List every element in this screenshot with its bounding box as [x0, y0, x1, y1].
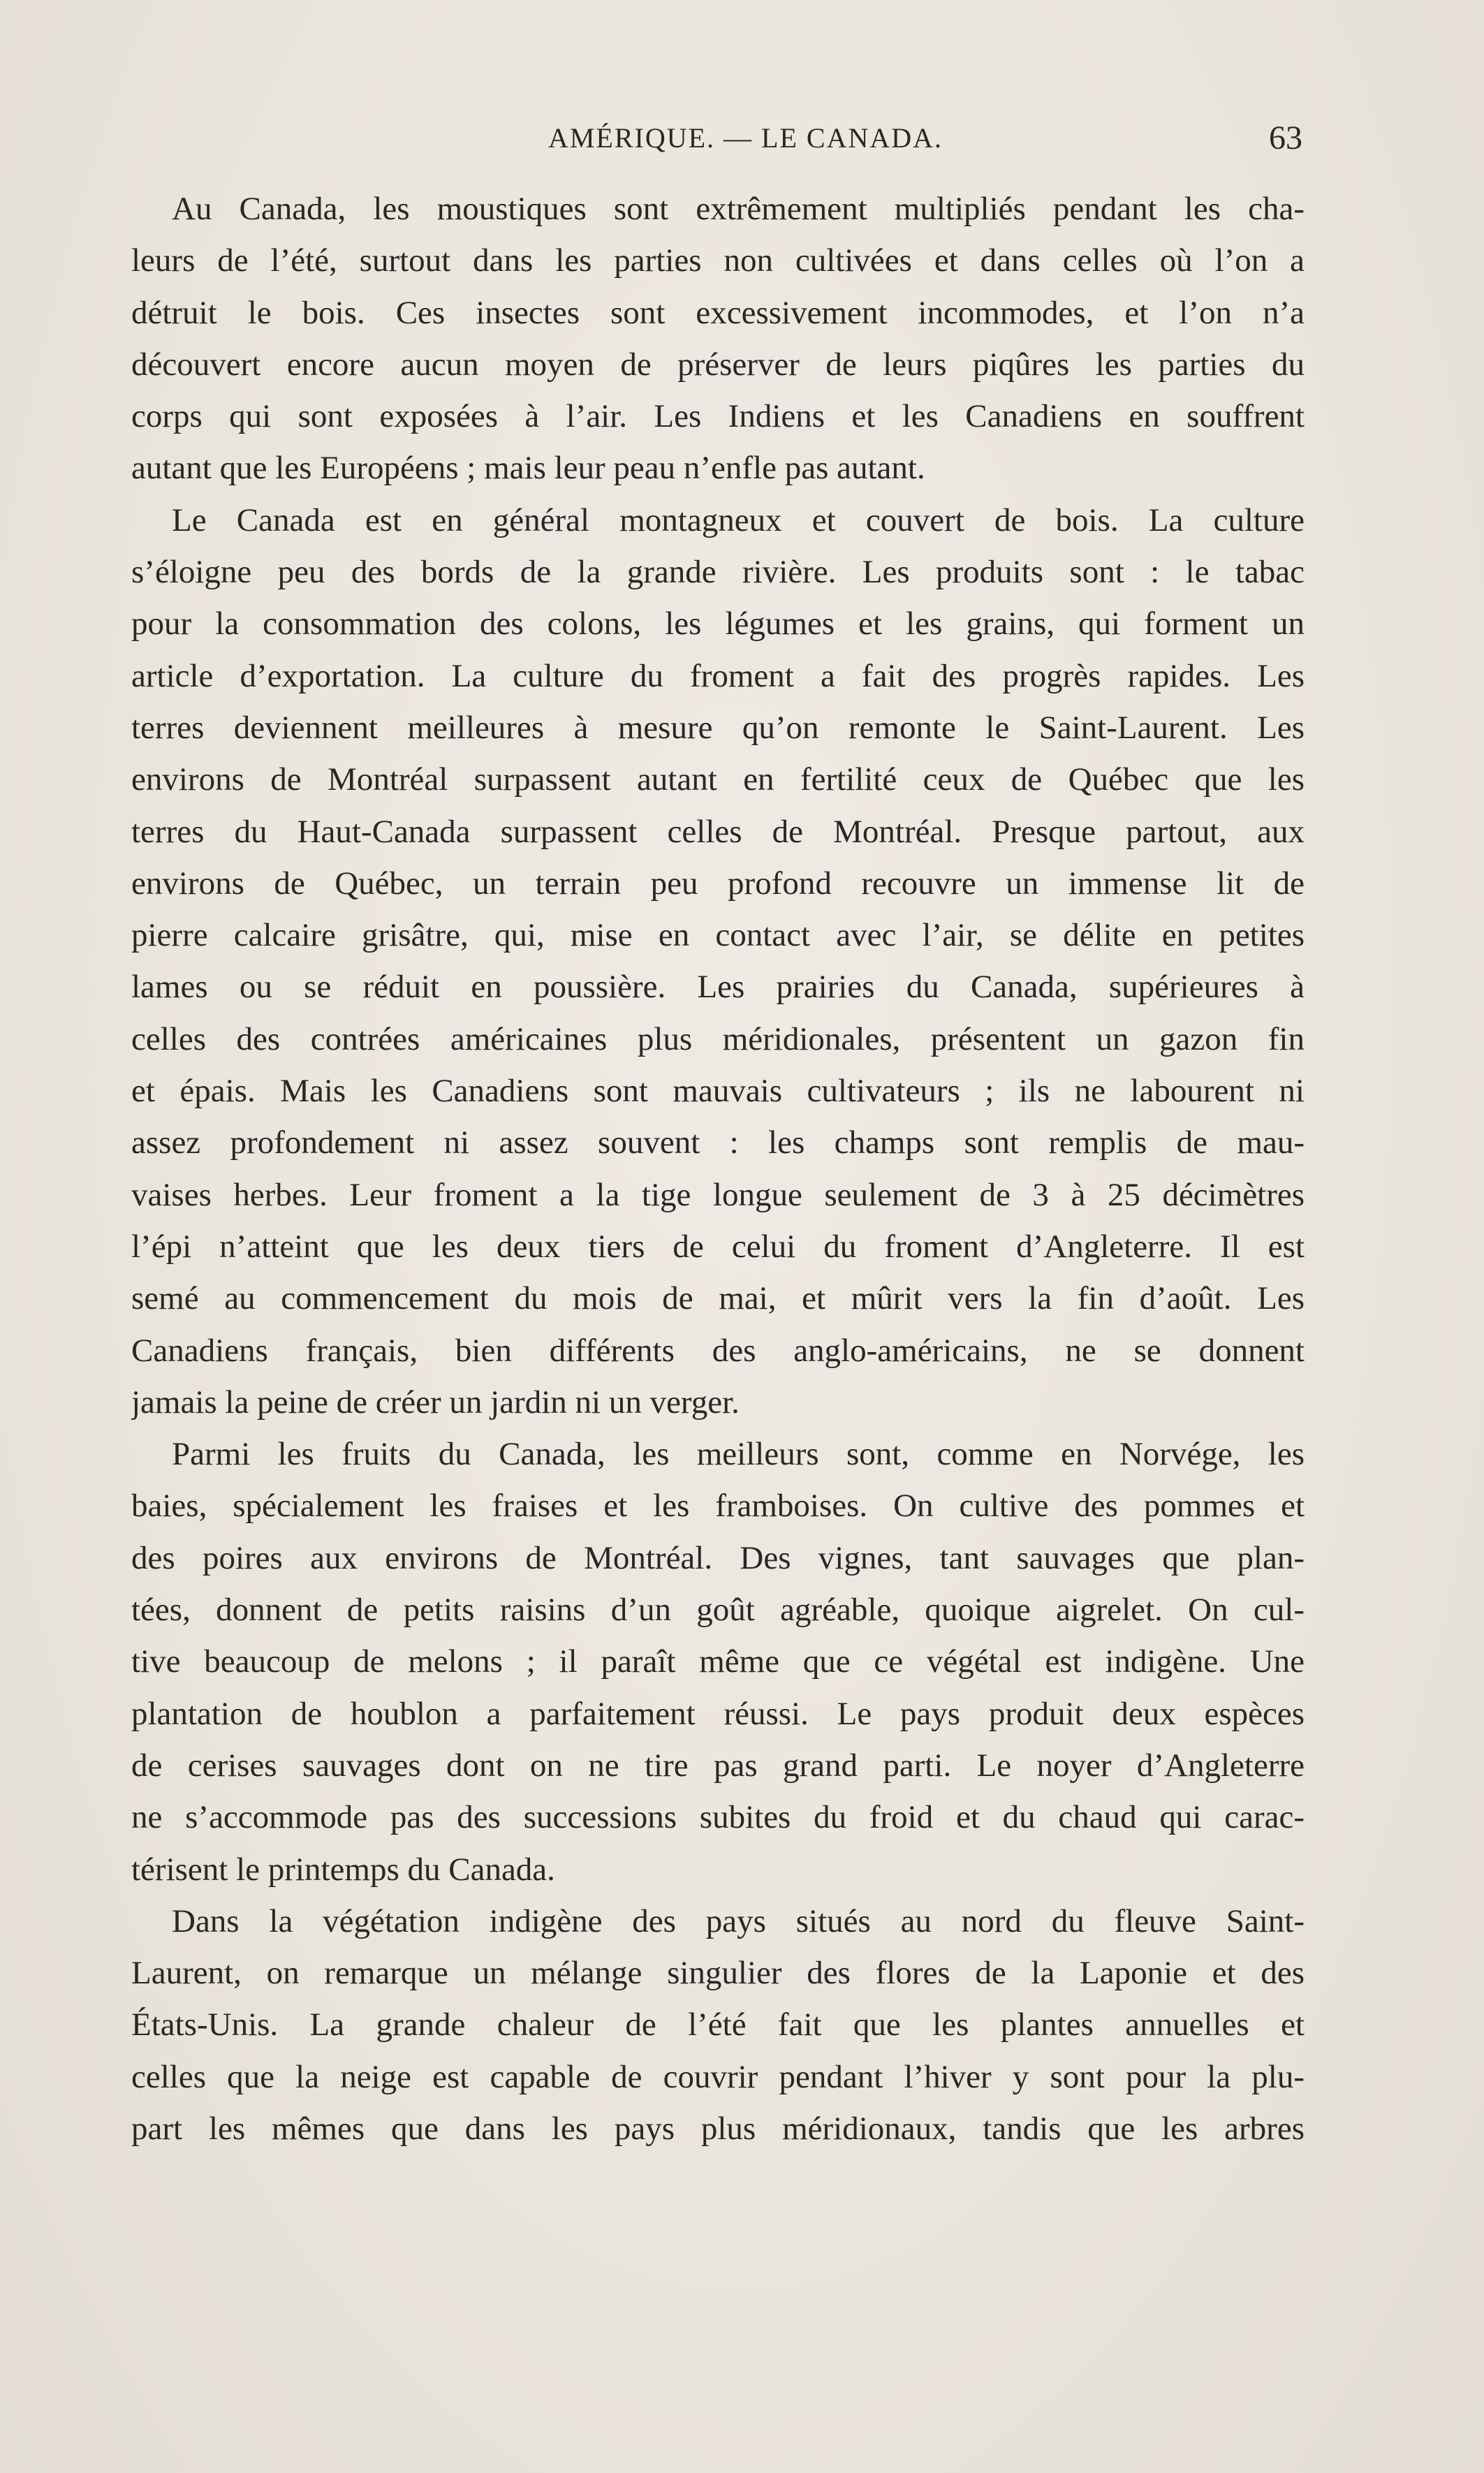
text-line: assez profondement ni assez souvent : les champs sont remplis de mau-	[131, 1124, 1305, 1161]
text-line: Laurent, on remarque un mélange singulier des flores de la Laponie et des	[131, 1955, 1305, 1992]
text-line: vaises herbes. Leur froment a la tige longue seulement de 3 à 25 décimètres	[131, 1176, 1305, 1213]
text-line: celles que la neige est capable de couvrir pendant l’hiver y sont pour la plu-	[131, 2058, 1305, 2095]
text-line: leurs de l’été, surtout dans les parties non cultivées et dans celles où l’on a	[131, 242, 1305, 279]
text-line: terres du Haut-Canada surpassent celles de Montréal. Presque partout, aux	[131, 813, 1305, 850]
text-line: environs de Québec, un terrain peu profond recouvre un immense lit de	[131, 865, 1305, 902]
text-line: plantation de houblon a parfaitement réussi. Le pays produit deux espèces	[131, 1695, 1305, 1732]
text-line: des poires aux environs de Montréal. Des vignes, tant sauvages que plan-	[131, 1539, 1305, 1576]
text-line: térisent le printemps du Canada.	[131, 1851, 555, 1888]
text-line: et épais. Mais les Canadiens sont mauvais cultivateurs ; ils ne labourent ni	[131, 1073, 1305, 1110]
text-line: article d’exportation. La culture du froment a fait des progrès rapides. Les	[131, 657, 1305, 694]
text-line: Parmi les fruits du Canada, les meilleurs sont, comme en Norvége, les	[172, 1436, 1305, 1473]
text-line: lames ou se réduit en poussière. Les prairies du Canada, supérieures à	[131, 969, 1305, 1006]
text-line: découvert encore aucun moyen de préserver de leurs piqûres les parties du	[131, 346, 1305, 383]
text-line: ne s’accommode pas des successions subites du froid et du chaud qui carac-	[131, 1799, 1305, 1836]
text-line: corps qui sont exposées à l’air. Les Indiens et les Canadiens en souffrent	[131, 398, 1305, 435]
paragraph	[131, 1428, 1305, 1895]
text-line: jamais la peine de créer un jardin ni un verger.	[131, 1384, 740, 1421]
text-line: celles des contrées américaines plus méridionales, présentent un gazon fin	[131, 1020, 1305, 1057]
text-line: autant que les Européens ; mais leur peau n’enfle pas autant.	[131, 450, 925, 487]
text-line: part les mêmes que dans les pays plus méridionaux, tandis que les arbres	[131, 2110, 1305, 2147]
paragraph	[131, 183, 1305, 494]
running-head	[189, 117, 1302, 159]
text-line: États-Unis. La grande chaleur de l’été fait que les plantes annuelles et	[131, 2006, 1305, 2043]
text-line: environs de Montréal surpassent autant en fertilité ceux de Québec que les	[131, 761, 1305, 798]
text-line: s’éloigne peu des bords de la grande rivière. Les produits sont : le tabac	[131, 554, 1305, 591]
text-line: tées, donnent de petits raisins d’un goût agréable, quoique aigrelet. On cul-	[131, 1592, 1305, 1629]
text-line: Dans la végétation indigène des pays situés au nord du fleuve Saint-	[172, 1902, 1305, 1939]
text-line: baies, spécialement les fraises et les framboises. On cultive des pommes et	[131, 1488, 1305, 1525]
text-line: l’épi n’atteint que les deux tiers de celui du froment d’Angleterre. Il est	[131, 1228, 1305, 1265]
text-line: terres deviennent meilleures à mesure qu’on remonte le Saint-Laurent. Les	[131, 709, 1305, 746]
text-line: de cerises sauvages dont on ne tire pas grand parti. Le noyer d’Angleterre	[131, 1747, 1305, 1784]
text-line: semé au commencement du mois de mai, et mûrit vers la fin d’août. Les	[131, 1280, 1305, 1317]
page-number: 63	[1269, 119, 1302, 156]
body-text	[131, 183, 1305, 2155]
text-line: Canadiens français, bien différents des anglo-américains, ne se donnent	[131, 1332, 1305, 1369]
running-title: AMÉRIQUE. — LE CANADA.	[548, 122, 943, 154]
text-line: pour la consommation des colons, les légumes et les grains, qui forment un	[131, 606, 1305, 643]
text-line: Au Canada, les moustiques sont extrêmement multipliés pendant les cha-	[172, 191, 1305, 227]
text-line: détruit le bois. Ces insectes sont excessivement incommodes, et l’on n’a	[131, 294, 1305, 331]
text-line: tive beaucoup de melons ; il paraît même que ce végétal est indigène. Une	[131, 1643, 1305, 1680]
text-line: Le Canada est en général montagneux et couvert de bois. La culture	[172, 501, 1305, 538]
paragraph	[131, 494, 1305, 1428]
paragraph	[131, 1895, 1305, 2155]
text-line: pierre calcaire grisâtre, qui, mise en contact avec l’air, se délite en petites	[131, 917, 1305, 954]
